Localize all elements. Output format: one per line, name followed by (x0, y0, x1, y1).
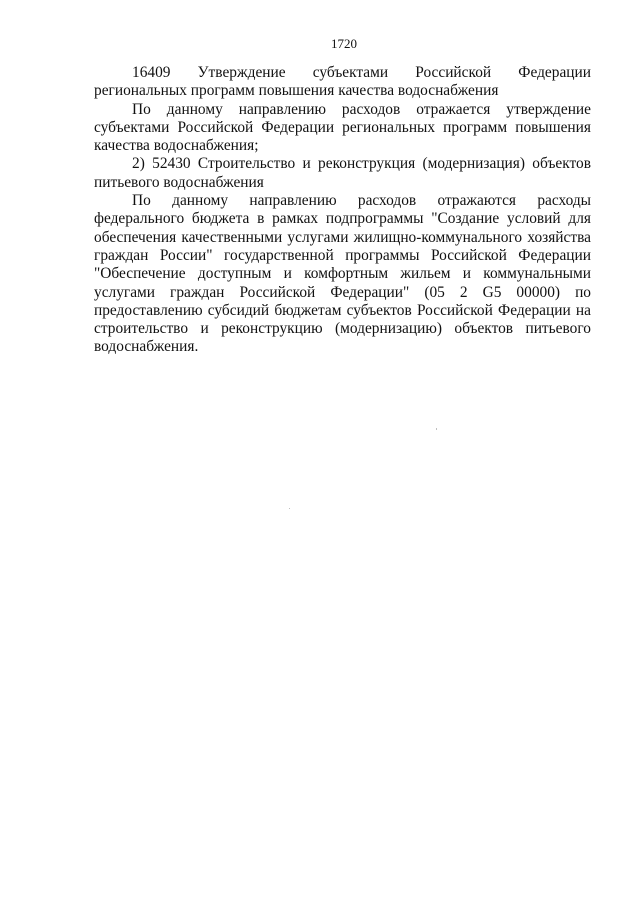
scan-speck (289, 508, 290, 509)
page-number: 1720 (331, 36, 357, 51)
paragraph-16409-description: По данному направлению расходов отражается утверждение субъектами Российской Федерации региональных программ повышения качества водоснабжения; (94, 100, 591, 155)
paragraph-52430-description: По данному направлению расходов отражаются расходы федерального бюджета в рамках подпрограммы "Создание условий для обеспечения качественными услугами жилищно-коммунального хозяйства граждан России" государственной программы Российской Федерации "Обеспечение доступным и комфортным жильем и коммунальными услугами граждан Российской Федерации" (05 2 G5 00000) по предоставлению субсидий бюджетам субъектов Российской Федерации на строительство и реконструкцию (модернизацию) объектов питьевого водоснабжения. (94, 192, 591, 356)
paragraph-heading-52430: 2) 52430 Строительство и реконструкция (модернизация) объектов питьевого водоснабжения (94, 155, 591, 191)
scan-speck (436, 428, 437, 430)
paragraph-heading-16409: 16409 Утверждение субъектами Российской Федерации региональных программ повышения качества водоснабжения (94, 64, 591, 100)
document-body (94, 64, 591, 357)
